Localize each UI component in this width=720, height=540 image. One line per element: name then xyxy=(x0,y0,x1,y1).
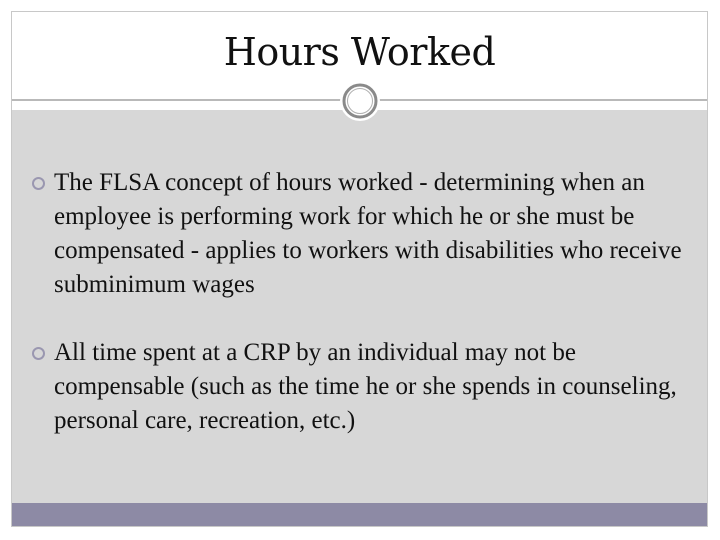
bullet-item xyxy=(30,336,690,438)
bullet-text: All time spent at a CRP by an individual may not be compensable (such as the time he or she spends in counseling, personal care, recreation, etc.) xyxy=(54,339,677,434)
bullet-circle-icon xyxy=(32,347,45,360)
bottom-band xyxy=(12,503,707,526)
bullet-text: The FLSA concept of hours worked - determining when an employee is performing work for which he or she must be compensated - applies to workers with disabilities who receive subminimum wages xyxy=(54,169,682,298)
bullet-item xyxy=(30,166,690,302)
bullet-list xyxy=(30,166,690,472)
circle-ornament-icon xyxy=(339,80,381,122)
bullet-circle-icon xyxy=(32,177,45,190)
slide-title: Hours Worked xyxy=(223,30,496,74)
